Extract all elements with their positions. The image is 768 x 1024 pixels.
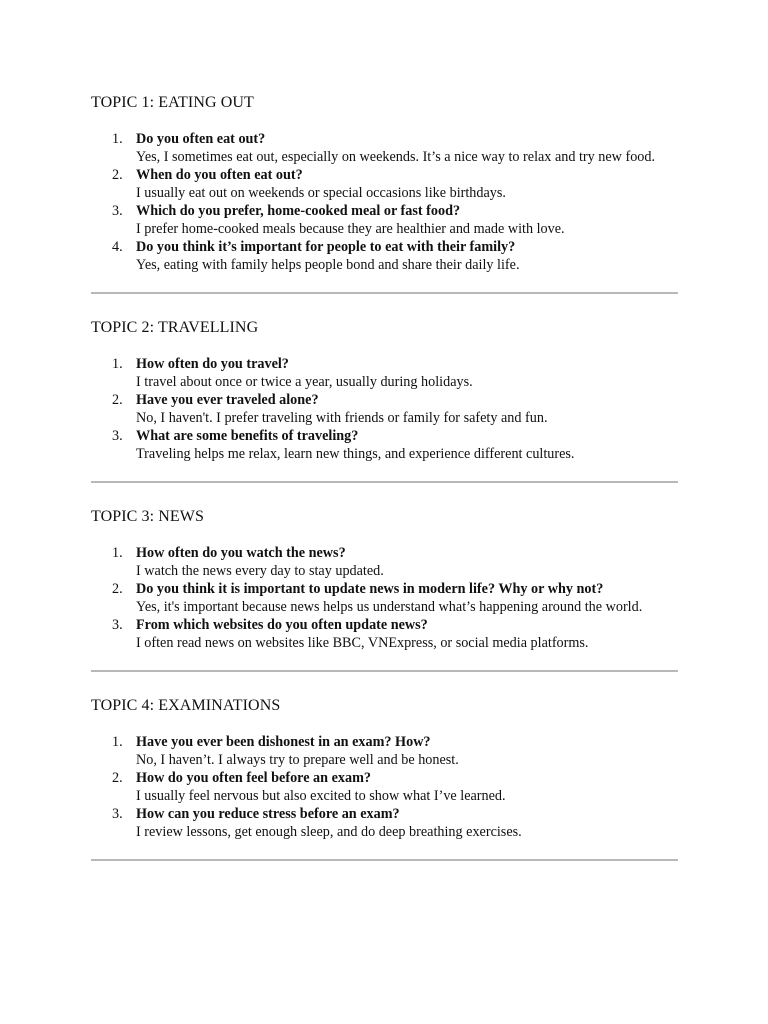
topic-examinations — [91, 696, 678, 861]
question-text: When do you often eat out? — [136, 167, 303, 183]
item-number: 1. — [112, 131, 123, 147]
section-divider — [91, 292, 678, 294]
question-text: How often do you watch the news? — [136, 545, 346, 561]
list-item — [91, 166, 678, 202]
item-number: 3. — [112, 428, 123, 444]
list-item — [91, 769, 678, 805]
item-number: 1. — [112, 734, 123, 750]
question-text: How do you often feel before an exam? — [136, 770, 371, 786]
item-number: 2. — [112, 392, 123, 408]
question-text: Which do you prefer, home-cooked meal or fast food? — [136, 203, 461, 219]
list-item — [91, 544, 678, 580]
answer-text: Yes, it's important because news helps us understand what’s happening around the world. — [136, 599, 643, 615]
answer-text: No, I haven’t. I always try to prepare well and be honest. — [136, 752, 459, 768]
answer-text: I watch the news every day to stay updated. — [136, 563, 384, 579]
list-item — [91, 427, 678, 463]
list-item — [91, 355, 678, 391]
question-text: Do you often eat out? — [136, 131, 266, 147]
topic-eating-out — [91, 93, 678, 294]
answer-text: I prefer home-cooked meals because they are healthier and made with love. — [136, 221, 565, 237]
list-item — [91, 805, 678, 841]
question-text: How can you reduce stress before an exam? — [136, 806, 400, 822]
answer-text: Yes, I sometimes eat out, especially on weekends. It’s a nice way to relax and try new food. — [136, 149, 656, 165]
topic-title: TOPIC 3: NEWS — [91, 508, 205, 525]
answer-text: No, I haven't. I prefer traveling with friends or family for safety and fun. — [136, 410, 548, 426]
item-number: 3. — [112, 617, 123, 633]
topic-title: TOPIC 4: EXAMINATIONS — [91, 697, 281, 714]
section-divider — [91, 859, 678, 861]
item-number: 3. — [112, 806, 123, 822]
item-number: 2. — [112, 581, 123, 597]
answer-text: Traveling helps me relax, learn new things, and experience different cultures. — [136, 446, 575, 462]
answer-text: I travel about once or twice a year, usually during holidays. — [136, 374, 473, 390]
topic-travelling — [91, 318, 678, 483]
section-divider — [91, 670, 678, 672]
question-text: How often do you travel? — [136, 356, 289, 372]
question-list — [91, 355, 678, 463]
answer-text: I usually eat out on weekends or special occasions like birthdays. — [136, 185, 506, 201]
answer-text: I often read news on websites like BBC, VNExpress, or social media platforms. — [136, 635, 589, 651]
question-text: Do you think it’s important for people to eat with their family? — [136, 239, 516, 255]
list-item — [91, 733, 678, 769]
answer-text: I usually feel nervous but also excited to show what I’ve learned. — [136, 788, 506, 804]
item-number: 4. — [112, 239, 123, 255]
question-text: Have you ever been dishonest in an exam? How? — [136, 734, 431, 750]
question-list — [91, 544, 678, 652]
topic-title: TOPIC 2: TRAVELLING — [91, 319, 259, 336]
item-number: 2. — [112, 167, 123, 183]
list-item — [91, 202, 678, 238]
answer-text: Yes, eating with family helps people bond and share their daily life. — [136, 257, 520, 273]
list-item — [91, 130, 678, 166]
question-list — [91, 733, 678, 841]
item-number: 3. — [112, 203, 123, 219]
question-text: From which websites do you often update news? — [136, 617, 428, 633]
question-list — [91, 130, 678, 274]
item-number: 1. — [112, 356, 123, 372]
item-number: 1. — [112, 545, 123, 561]
topic-news — [91, 507, 678, 672]
list-item — [91, 238, 678, 274]
question-text: Have you ever traveled alone? — [136, 392, 319, 408]
question-text: Do you think it is important to update news in modern life? Why or why not? — [136, 581, 604, 597]
answer-text: I review lessons, get enough sleep, and do deep breathing exercises. — [136, 824, 522, 840]
section-divider — [91, 481, 678, 483]
list-item — [91, 616, 678, 652]
list-item — [91, 580, 678, 616]
topic-title: TOPIC 1: EATING OUT — [91, 94, 254, 111]
question-text: What are some benefits of traveling? — [136, 428, 359, 444]
item-number: 2. — [112, 770, 123, 786]
list-item — [91, 391, 678, 427]
